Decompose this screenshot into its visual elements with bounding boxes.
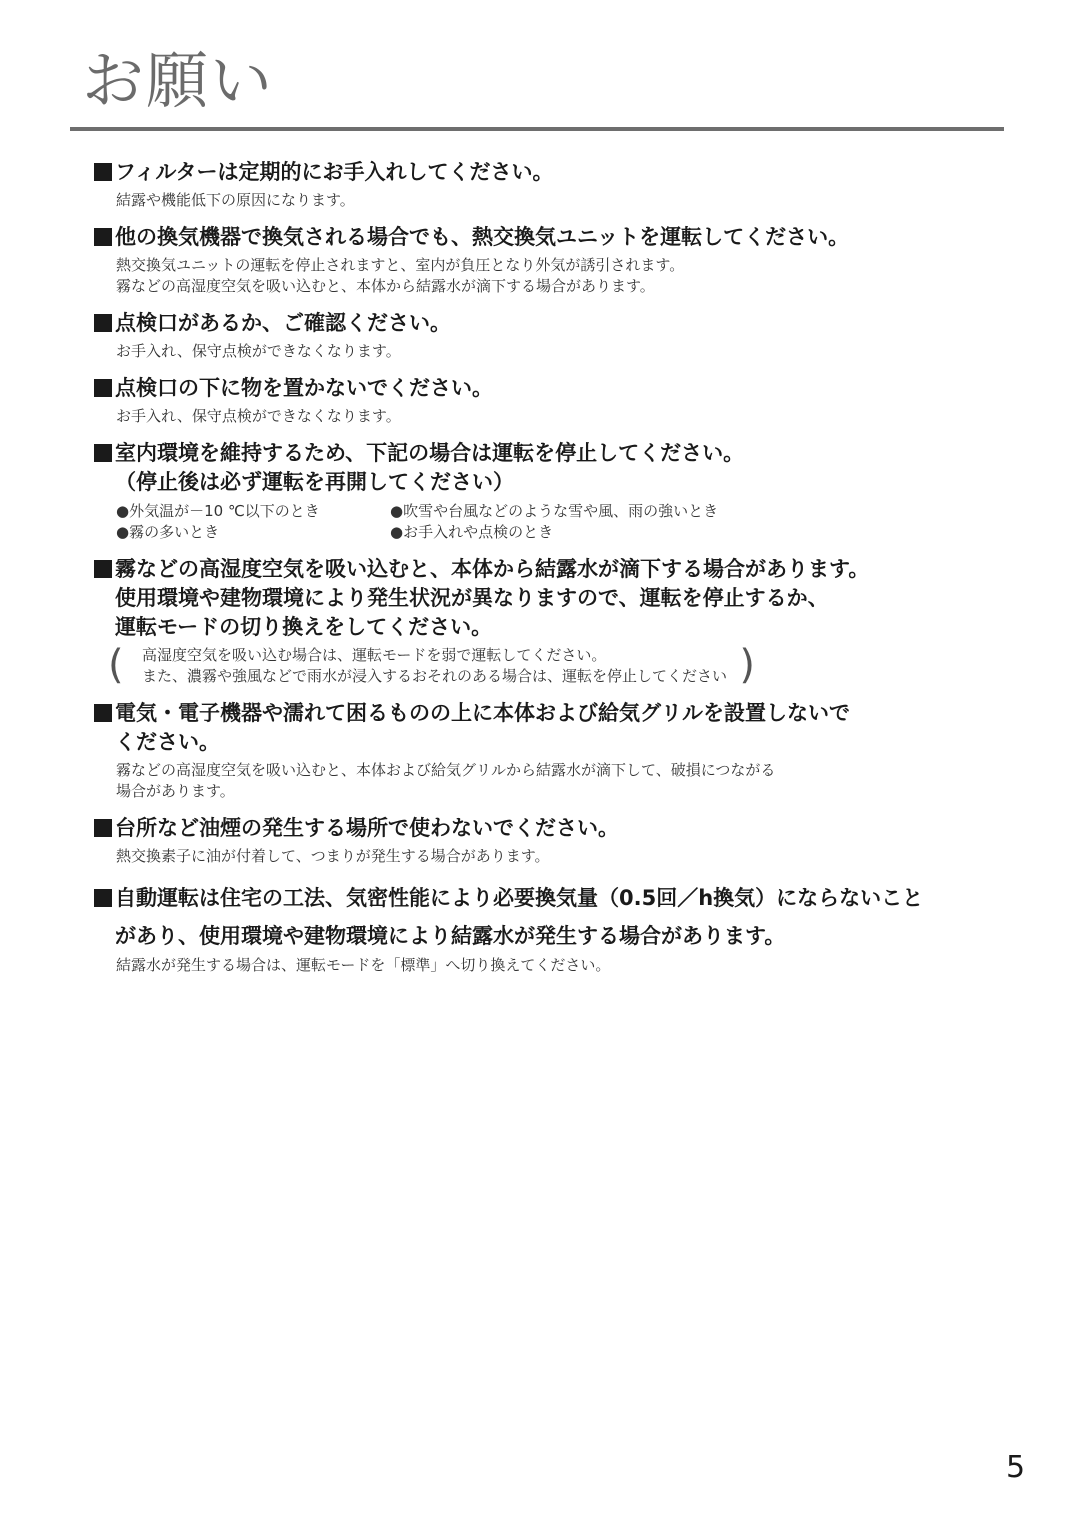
notice-heading-cont: ください。 [115, 730, 220, 754]
notice-heading-cont: があり、使用環境や建物環境により結露水が発生する場合があります。 [115, 924, 786, 948]
notice-heading-cont: 使用環境や建物環境により発生状況が異なりますので、運転を停止するか、 [115, 586, 829, 610]
condition-item: ●外気温が－10 ℃以下のとき [116, 502, 320, 520]
notice-filter [94, 158, 1014, 211]
left-paren: ( [108, 642, 124, 688]
square-bullet-icon [94, 444, 112, 462]
notice-body: 熱交換素子に油が付着して、つまりが発生する場合があります。 [116, 847, 550, 865]
notice-other-ventilation [94, 223, 1014, 297]
square-bullet-icon [94, 889, 112, 907]
notice-heading: 他の換気機器で換気される場合でも、熱交換気ユニットを運転してください。 [115, 225, 850, 249]
notice-body-line: 霧などの高湿度空気を吸い込むと、本体および給気グリルから結露水が滴下して、破損につながる [116, 761, 776, 779]
square-bullet-icon [94, 314, 112, 332]
notice-heading: 霧などの高湿度空気を吸い込むと、本体から結露水が滴下する場合があります。 [115, 557, 870, 581]
notice-heading-cont: （停止後は必ず運転を再開してください） [115, 470, 514, 494]
notice-auto-operation [94, 879, 1014, 976]
note-line: また、濃霧や強風などで雨水が浸入するおそれのある場合は、運転を停止してください [142, 667, 728, 685]
notice-no-objects [94, 374, 1014, 427]
page-title: お願い [82, 44, 275, 117]
square-bullet-icon [94, 163, 112, 181]
notice-body: お手入れ、保守点検ができなくなります。 [116, 407, 401, 425]
square-bullet-icon [94, 819, 112, 837]
notice-heading: フィルターは定期的にお手入れしてください。 [115, 160, 554, 184]
page-number: 5 [1006, 1450, 1026, 1485]
notice-body: 結露水が発生する場合は、運転モードを「標準」へ切り換えてください。 [116, 956, 611, 974]
notice-list [94, 158, 1014, 988]
notice-heading: 室内環境を維持するため、下記の場合は運転を停止してください。 [115, 441, 745, 465]
square-bullet-icon [94, 228, 112, 246]
notice-electric-devices [94, 699, 1014, 802]
notice-kitchen [94, 814, 1014, 867]
notice-heading: 点検口の下に物を置かないでください。 [115, 376, 493, 400]
notice-body: お手入れ、保守点検ができなくなります。 [116, 342, 401, 360]
notice-humid-air [94, 555, 1014, 687]
notice-body: 結露や機能低下の原因になります。 [116, 191, 355, 209]
note-line: 高湿度空気を吸い込む場合は、運転モードを弱で運転してください。 [142, 646, 607, 664]
right-paren: ) [739, 642, 756, 688]
condition-item: ●お手入れや点検のとき [390, 523, 554, 541]
square-bullet-icon [94, 379, 112, 397]
title-rule [70, 127, 1004, 131]
condition-item: ●霧の多いとき [116, 523, 220, 541]
notice-heading: 点検口があるか、ご確認ください。 [115, 311, 451, 335]
square-bullet-icon [94, 560, 112, 578]
condition-item: ●吹雪や台風などのような雪や風、雨の強いとき [390, 502, 719, 520]
notice-heading-cont: 運転モードの切り換えをしてください。 [115, 615, 493, 639]
notice-inspection-port [94, 309, 1014, 362]
notice-body-line: 場合があります。 [116, 782, 235, 800]
notice-stop-operation [94, 439, 1014, 543]
notice-heading: 電気・電子機器や濡れて困るものの上に本体および給気グリルを設置しないで [115, 701, 850, 725]
notice-heading: 自動運転は住宅の工法、気密性能により必要換気量（0.5回／h換気）にならないこと [115, 886, 924, 910]
condition-list [94, 501, 1014, 543]
square-bullet-icon [94, 704, 112, 722]
note-parenthetical [108, 642, 756, 688]
notice-body-line: 熱交換気ユニットの運転を停止されますと、室内が負圧となり外気が誘引されます。 [116, 256, 685, 274]
notice-body-line: 霧などの高湿度空気を吸い込むと、本体から結露水が滴下する場合があります。 [116, 277, 655, 295]
notice-heading: 台所など油煙の発生する場所で使わないでください。 [115, 816, 619, 840]
